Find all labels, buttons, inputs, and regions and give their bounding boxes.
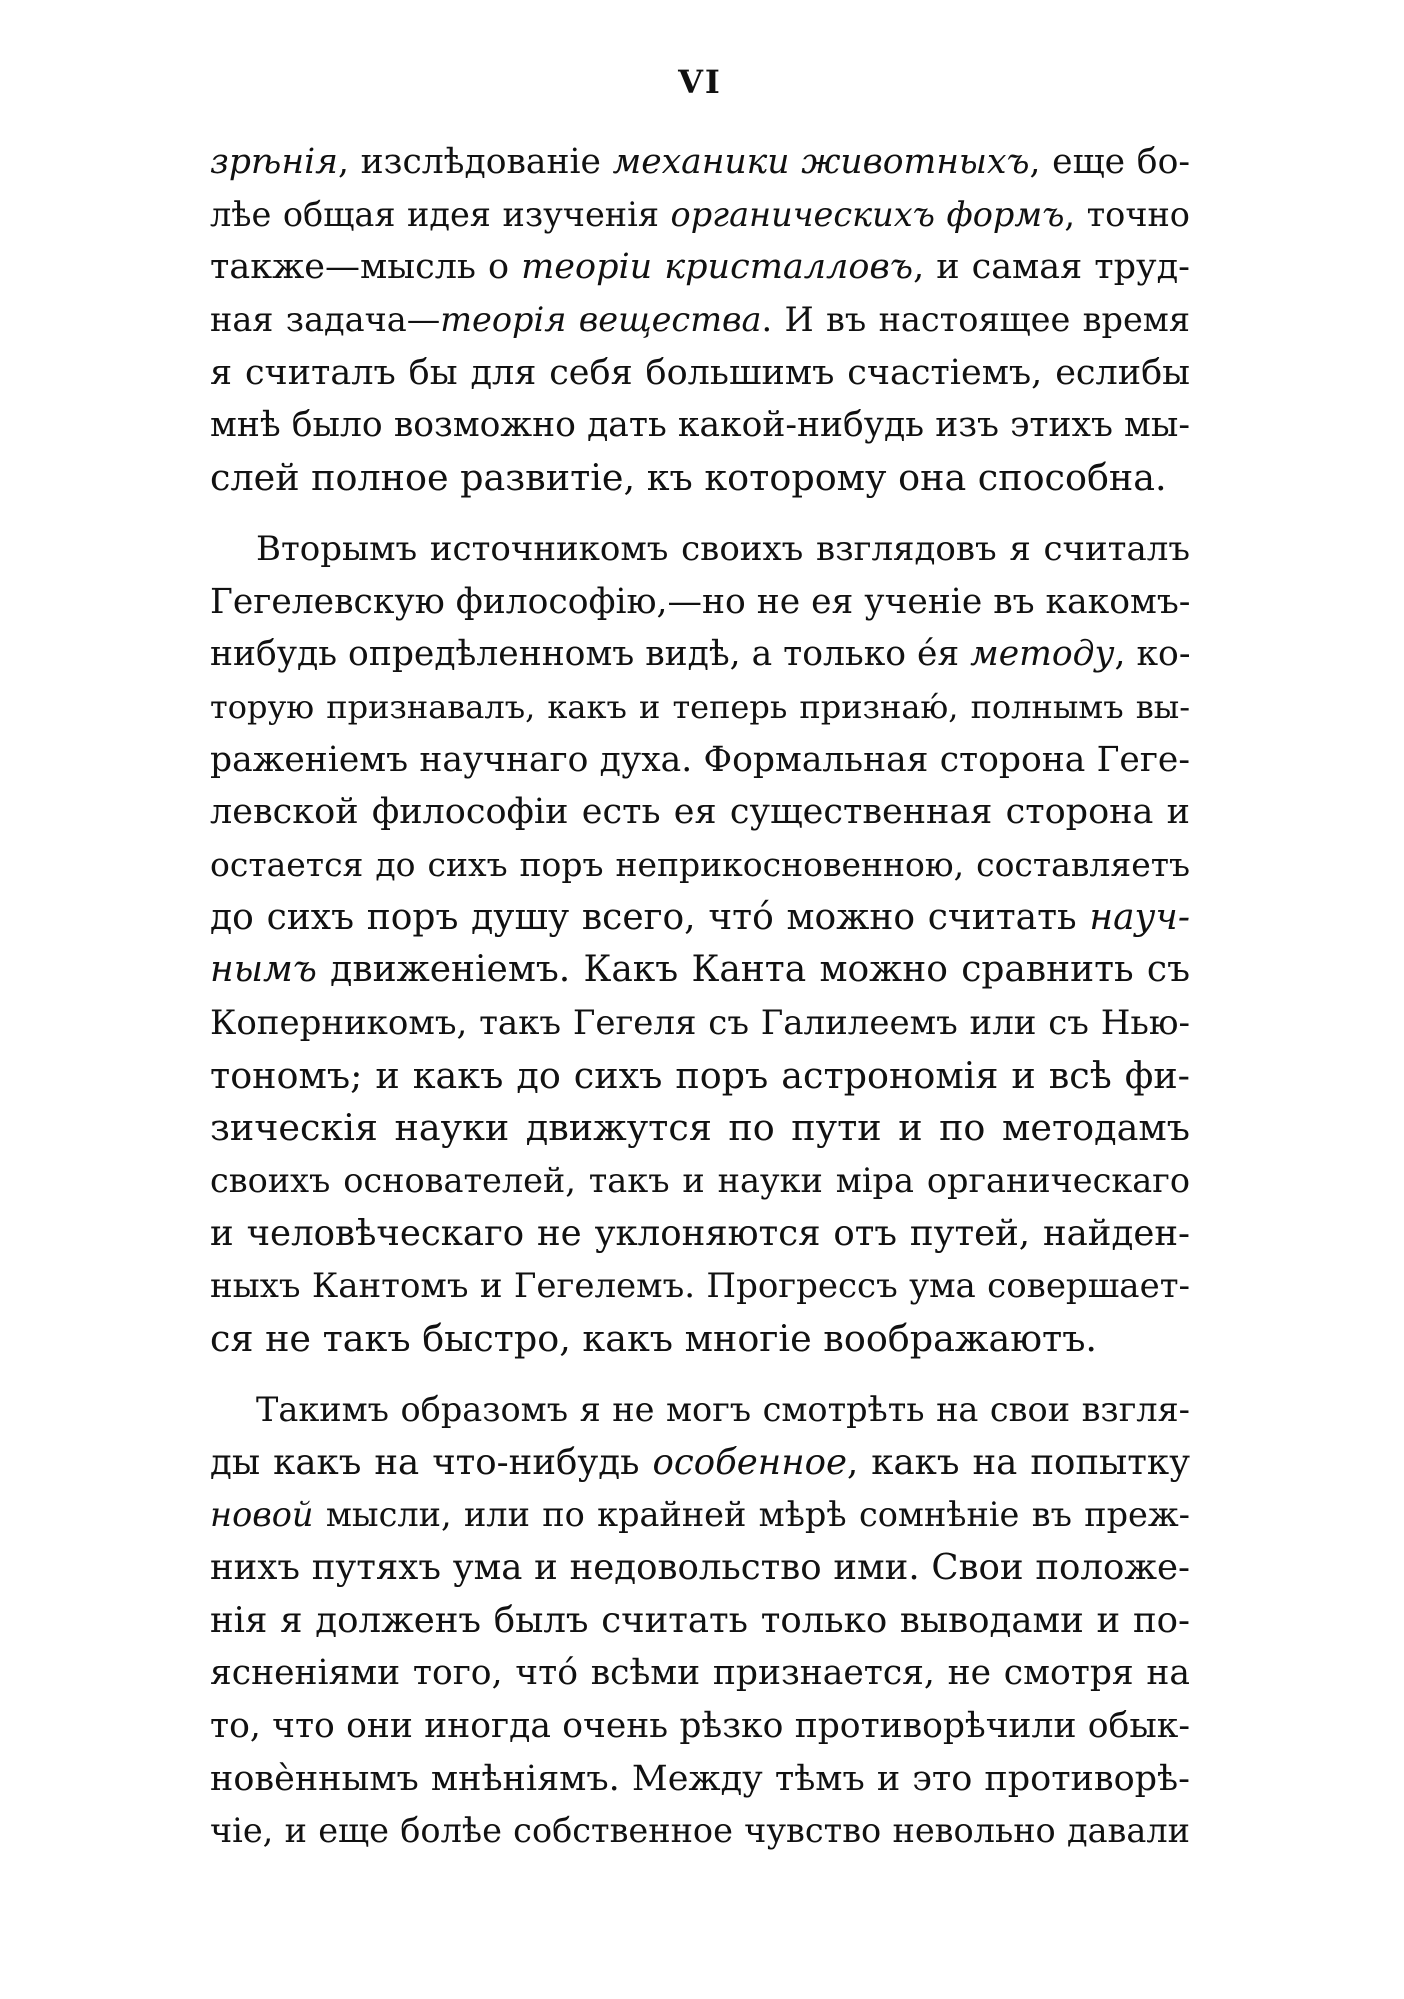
text-line <box>210 1700 1190 1753</box>
text-segment: Коперникомъ, такъ Гегеля съ Галилеемъ или съ Нью- <box>210 1003 1190 1043</box>
text-segment: остается до сихъ поръ неприкосновенною, составляетъ <box>210 844 1190 884</box>
text-segment: Вторымъ источникомъ своихъ взглядовъ я считалъ <box>256 528 1190 569</box>
text-line <box>210 1805 1190 1858</box>
italic-text: методу <box>970 634 1115 675</box>
text-segment: своихъ основателей, такъ и науки міра органическаго <box>210 1161 1190 1201</box>
text-line <box>210 136 1190 189</box>
text-segment: , ко- <box>1114 634 1191 675</box>
text-line <box>210 1437 1190 1490</box>
text-segment: и человѣческаго не уклоняются отъ путей, найден- <box>210 1212 1190 1254</box>
text-segment: Гегелевскую философію,—но не ея ученіе въ какомъ- <box>210 581 1191 622</box>
text-line <box>210 399 1190 452</box>
text-line <box>210 734 1190 787</box>
text-segment: слей полное развитіе, къ которому она способна. <box>210 456 1167 500</box>
text-line <box>210 241 1190 294</box>
text-segment: левской философіи есть ея существенная сторона и <box>210 792 1190 833</box>
text-line <box>210 1489 1190 1542</box>
text-segment: нихъ путяхъ ума и недовольство ими. Свои положе- <box>210 1546 1190 1588</box>
text-segment: , изслѣдованіе <box>337 142 613 182</box>
text-segment: также—мысль о <box>210 247 522 288</box>
text-segment: мнѣ было возможно дать какой-нибудь изъ этихъ мы- <box>210 405 1190 446</box>
text-segment: новѐннымъ мнѣніямъ. Между тѣмъ и это противорѣ- <box>210 1758 1190 1799</box>
text-segment: ся не такъ быстро, какъ многіе воображаютъ. <box>210 1317 1098 1361</box>
text-segment: тономъ; и какъ до сихъ поръ астрономія и всѣ фи- <box>210 1053 1190 1097</box>
text-segment: , и самая труд- <box>913 247 1190 288</box>
text-segment: движеніемъ. Какъ Канта можно сравнить съ <box>316 949 1190 991</box>
text-line <box>210 1260 1190 1313</box>
text-segment: , еще бо- <box>1029 142 1190 182</box>
italic-text: теорія вещества <box>440 300 762 340</box>
text-body <box>210 136 1190 1858</box>
text-segment: ная задача— <box>210 300 441 340</box>
text-line <box>210 1595 1190 1648</box>
text-line <box>210 1155 1190 1208</box>
text-segment: торую признавалъ, какъ и теперь признаю́, полнымъ вы- <box>210 687 1190 726</box>
text-line <box>210 189 1190 242</box>
text-segment: чіе, и еще болѣе собственное чувство невольно давали <box>210 1811 1190 1851</box>
italic-text: нымъ <box>210 949 317 991</box>
text-segment: . И въ настоящее время <box>761 300 1190 340</box>
text-line <box>210 452 1190 505</box>
book-page <box>210 60 1190 1960</box>
italic-text: органическихъ формъ <box>670 194 1065 234</box>
text-segment: раженіемъ научнаго духа. Формальная сторона Геге- <box>210 739 1190 780</box>
text-segment: ныхъ Кантомъ и Гегелемъ. Прогрессъ ума совершает- <box>210 1266 1190 1307</box>
text-line <box>210 1102 1190 1155</box>
text-line <box>210 997 1190 1050</box>
text-line <box>210 681 1190 734</box>
text-segment: нія я долженъ былъ считать только выводами и по- <box>210 1599 1190 1641</box>
text-line <box>210 1313 1190 1366</box>
text-segment: мысли, или по крайней мѣрѣ сомнѣніе въ преж- <box>313 1495 1190 1535</box>
text-segment: лѣе общая идея изученія <box>210 194 671 234</box>
text-segment: нибудь опредѣленномъ видѣ, а только е́я <box>210 634 971 675</box>
text-line <box>210 786 1190 839</box>
text-line <box>210 294 1190 347</box>
text-line <box>210 1647 1190 1700</box>
text-segment: я считалъ бы для себя большимъ счастіемъ, еслибы <box>210 352 1190 393</box>
italic-text: особенное <box>652 1441 847 1483</box>
text-line <box>210 628 1190 681</box>
text-line <box>210 1208 1190 1261</box>
italic-text: новой <box>210 1495 314 1535</box>
text-segment: зическія науки движутся по пути и по методамъ <box>210 1106 1190 1150</box>
text-line <box>210 523 1190 576</box>
text-segment: ясненіями того, что́ всѣми признается, не смотря на <box>210 1653 1190 1694</box>
text-segment: до сихъ поръ душу всего, что́ можно считать <box>210 896 1090 938</box>
page-number: VI <box>678 63 722 101</box>
text-line <box>210 839 1190 892</box>
text-line <box>210 576 1190 629</box>
text-line <box>210 892 1190 945</box>
italic-text: зрѣнія <box>210 142 338 182</box>
text-line <box>210 1384 1190 1437</box>
text-line <box>210 944 1190 997</box>
italic-text: механики животныхъ <box>612 142 1030 182</box>
italic-text: науч- <box>1089 896 1190 938</box>
text-line <box>210 1753 1190 1806</box>
text-segment: , точно <box>1064 194 1190 234</box>
text-line <box>210 1542 1190 1595</box>
text-segment: , какъ на попытку <box>846 1441 1190 1483</box>
text-line <box>210 1050 1190 1103</box>
text-segment: ды какъ на что-нибудь <box>210 1441 653 1483</box>
italic-text: теоріи кристалловъ <box>521 247 914 288</box>
text-segment: то, что они иногда очень рѣзко противорѣчили обык- <box>210 1705 1190 1746</box>
text-segment: Такимъ образомъ я не могъ смотрѣть на свои взгля- <box>256 1389 1190 1429</box>
text-line <box>210 347 1190 400</box>
